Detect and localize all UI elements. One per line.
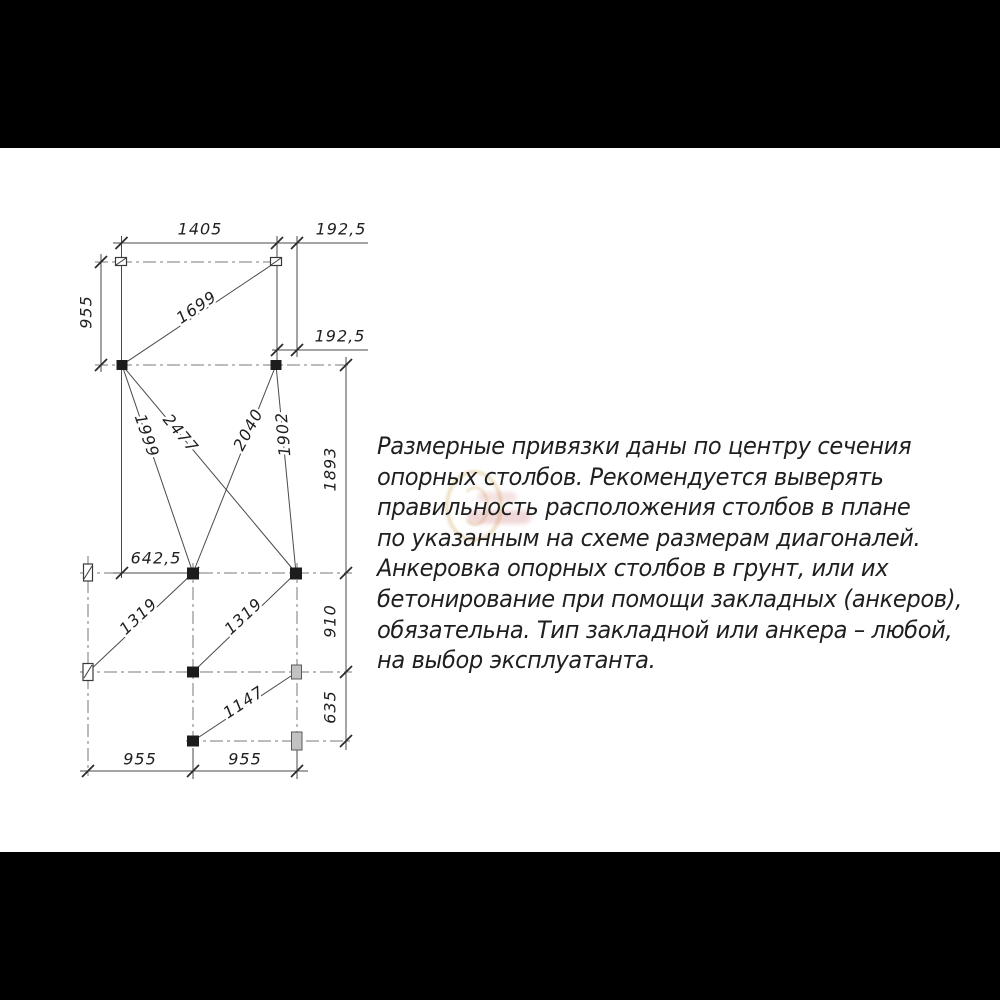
note-line-8: на выбор эксплуатанта.	[377, 646, 656, 675]
dim-label-inset: 642,5	[130, 548, 182, 568]
note-text	[377, 431, 962, 676]
center-lines	[80, 262, 352, 776]
note-line-7: обязательна. Тип закладной или анкера – любой,	[377, 615, 953, 644]
dim-label-bottom-left: 955	[123, 749, 157, 769]
post-row4-mid	[188, 667, 199, 677]
dim-label-top-offset: 192,5	[315, 219, 367, 239]
dim-label-1319-left: 1319	[115, 594, 162, 639]
dim-label-1147: 1147	[219, 682, 268, 723]
posts	[83, 258, 302, 751]
note-line-1: Размерные привязки даны по центру сечения	[377, 432, 912, 460]
dim-label-mid-offset: 192,5	[314, 326, 366, 346]
note-line-2: опорных столбов. Рекомендуется выверять	[377, 462, 884, 491]
dim-label-top-span: 1405	[177, 219, 223, 239]
dim-label-bottom-right: 955	[228, 749, 262, 769]
dim-label-1999: 1999	[130, 411, 164, 460]
post-mid-left	[117, 361, 127, 370]
letterbox-top	[0, 0, 1000, 148]
note-line-5: Анкеровка опорных столбов в грунт, или их	[377, 554, 889, 583]
post-row3-right	[291, 568, 302, 579]
tick-marks	[82, 237, 352, 777]
note-line-3: правильность расположения столбов в плане	[377, 493, 911, 522]
post-row5-mid	[188, 736, 199, 746]
post-row5-right	[292, 732, 303, 750]
dim-label-1319-right: 1319	[220, 594, 267, 639]
dim-label-1699: 1699	[172, 286, 221, 328]
dim-label-1902: 1902	[271, 410, 295, 458]
note-line-6: бетонирование при помощи закладных (анкеров),	[377, 584, 962, 613]
post-row3-left	[188, 568, 199, 579]
dim-label-2477: 2477	[159, 410, 203, 457]
post-row4-right	[292, 665, 302, 679]
post-mid-right	[271, 361, 281, 370]
dim-label-right-mid: 910	[320, 604, 340, 638]
note-line-4: по указанным на схеме размерам диагоналей.	[377, 523, 921, 552]
letterbox-bottom	[0, 852, 1000, 1000]
dim-label-left-height: 955	[76, 295, 96, 329]
dim-label-right-upper: 1893	[320, 446, 340, 492]
dim-label-2040: 2040	[229, 405, 268, 454]
dim-label-right-lower: 635	[320, 690, 340, 724]
drawing-sheet	[0, 148, 1000, 852]
dimension-labels	[77, 220, 367, 769]
